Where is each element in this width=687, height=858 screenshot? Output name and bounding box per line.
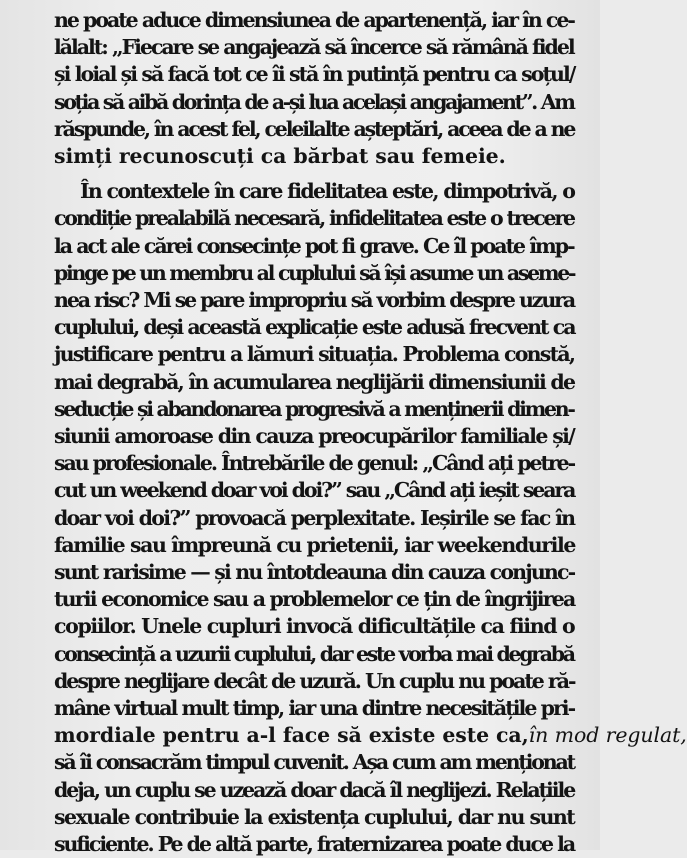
text-line: să îi consacrăm timpul cuvenit. Așa cum am menționat bbox=[54, 750, 574, 775]
text-line: În contextele în care fidelitatea este, dimpotrivă, o bbox=[80, 179, 575, 204]
text-line: cuplului, deși această explicație este adusă frecvent ca bbox=[54, 315, 575, 340]
text-line: sunt rarisime — și nu întotdeauna din cauza conjunc- bbox=[54, 560, 575, 584]
text-segment: mordiale pentru a-l face să existe este ca, bbox=[54, 723, 529, 748]
text-line: mâne virtual mult timp, iar una dintre necesitățile pri- bbox=[54, 696, 575, 720]
text-line: sau profesionale. Întrebările de genul: „Când ați petre- bbox=[54, 451, 575, 476]
italic-phrase: în mod regulat, bbox=[528, 723, 687, 748]
text-line: nea risc? Mi se pare impropriu să vorbim despre uzura bbox=[54, 288, 575, 312]
text-line: simți recunoscuți ca bărbat sau femeie. bbox=[54, 144, 506, 168]
text-line: deja, un cuplu se uzează doar dacă îl neglijezi. Relațiile bbox=[54, 777, 575, 802]
text-line: cut un weekend doar voi doi?” sau „Când ați ieșit seara bbox=[54, 478, 575, 503]
text-line: justificare pentru a lămuri situația. Problema constă, bbox=[54, 342, 575, 367]
text-line: lălalt: „Fiecare se angajează să încerce să rămână fidel bbox=[54, 35, 574, 60]
text-line: familie sau împreună cu prietenii, iar weekendurile bbox=[54, 532, 575, 557]
text-line: pinge pe un membru al cuplului să își asume un aseme- bbox=[54, 260, 575, 285]
text-line: consecință a uzurii cuplului, dar este vorba mai degrabă bbox=[54, 641, 574, 666]
text-line: copiilor. Unele cupluri invocă dificultățile ca fiind o bbox=[54, 614, 575, 639]
text-line: suficiente. Pe de altă parte, fraternizarea poate duce la bbox=[54, 832, 575, 856]
text-line: și loial și să facă tot ce îi stă în putință pentru ca soțul/ bbox=[54, 62, 575, 87]
text-line: răspunde, în acest fel, celeilalte așteptări, aceea de a ne bbox=[54, 116, 575, 141]
text-line: sexuale contribuie la existența cuplului, dar nu sunt bbox=[54, 804, 575, 829]
text-line: mai degrabă, în acumularea neglijării dimensiunii de bbox=[54, 369, 575, 394]
text-line: ne poate aduce dimensiunea de apartenență, iar în ce- bbox=[54, 8, 574, 32]
text-line: soția să aibă dorința de a-și lua același angajament”. Am bbox=[54, 89, 574, 114]
text-line: doar voi doi?” provoacă perplexitate. Ieșirile se fac în bbox=[54, 505, 575, 530]
text-line: seducție și abandonarea progresivă a menținerii dimen- bbox=[54, 396, 574, 421]
text-line bbox=[54, 721, 687, 749]
text-line: siunii amoroase din cauza preocupărilor familiale și/ bbox=[54, 424, 575, 448]
text-line: condiție prealabilă necesară, infidelitatea este o trecere bbox=[54, 206, 574, 231]
text-line: despre neglijare decât de uzură. Un cuplu nu poate ră- bbox=[54, 668, 575, 693]
text-line: turii economice sau a problemelor ce țin de îngrijirea bbox=[54, 587, 575, 612]
text-line: la act ale cărei consecințe pot fi grave. Ce îl poate împ- bbox=[54, 233, 574, 258]
